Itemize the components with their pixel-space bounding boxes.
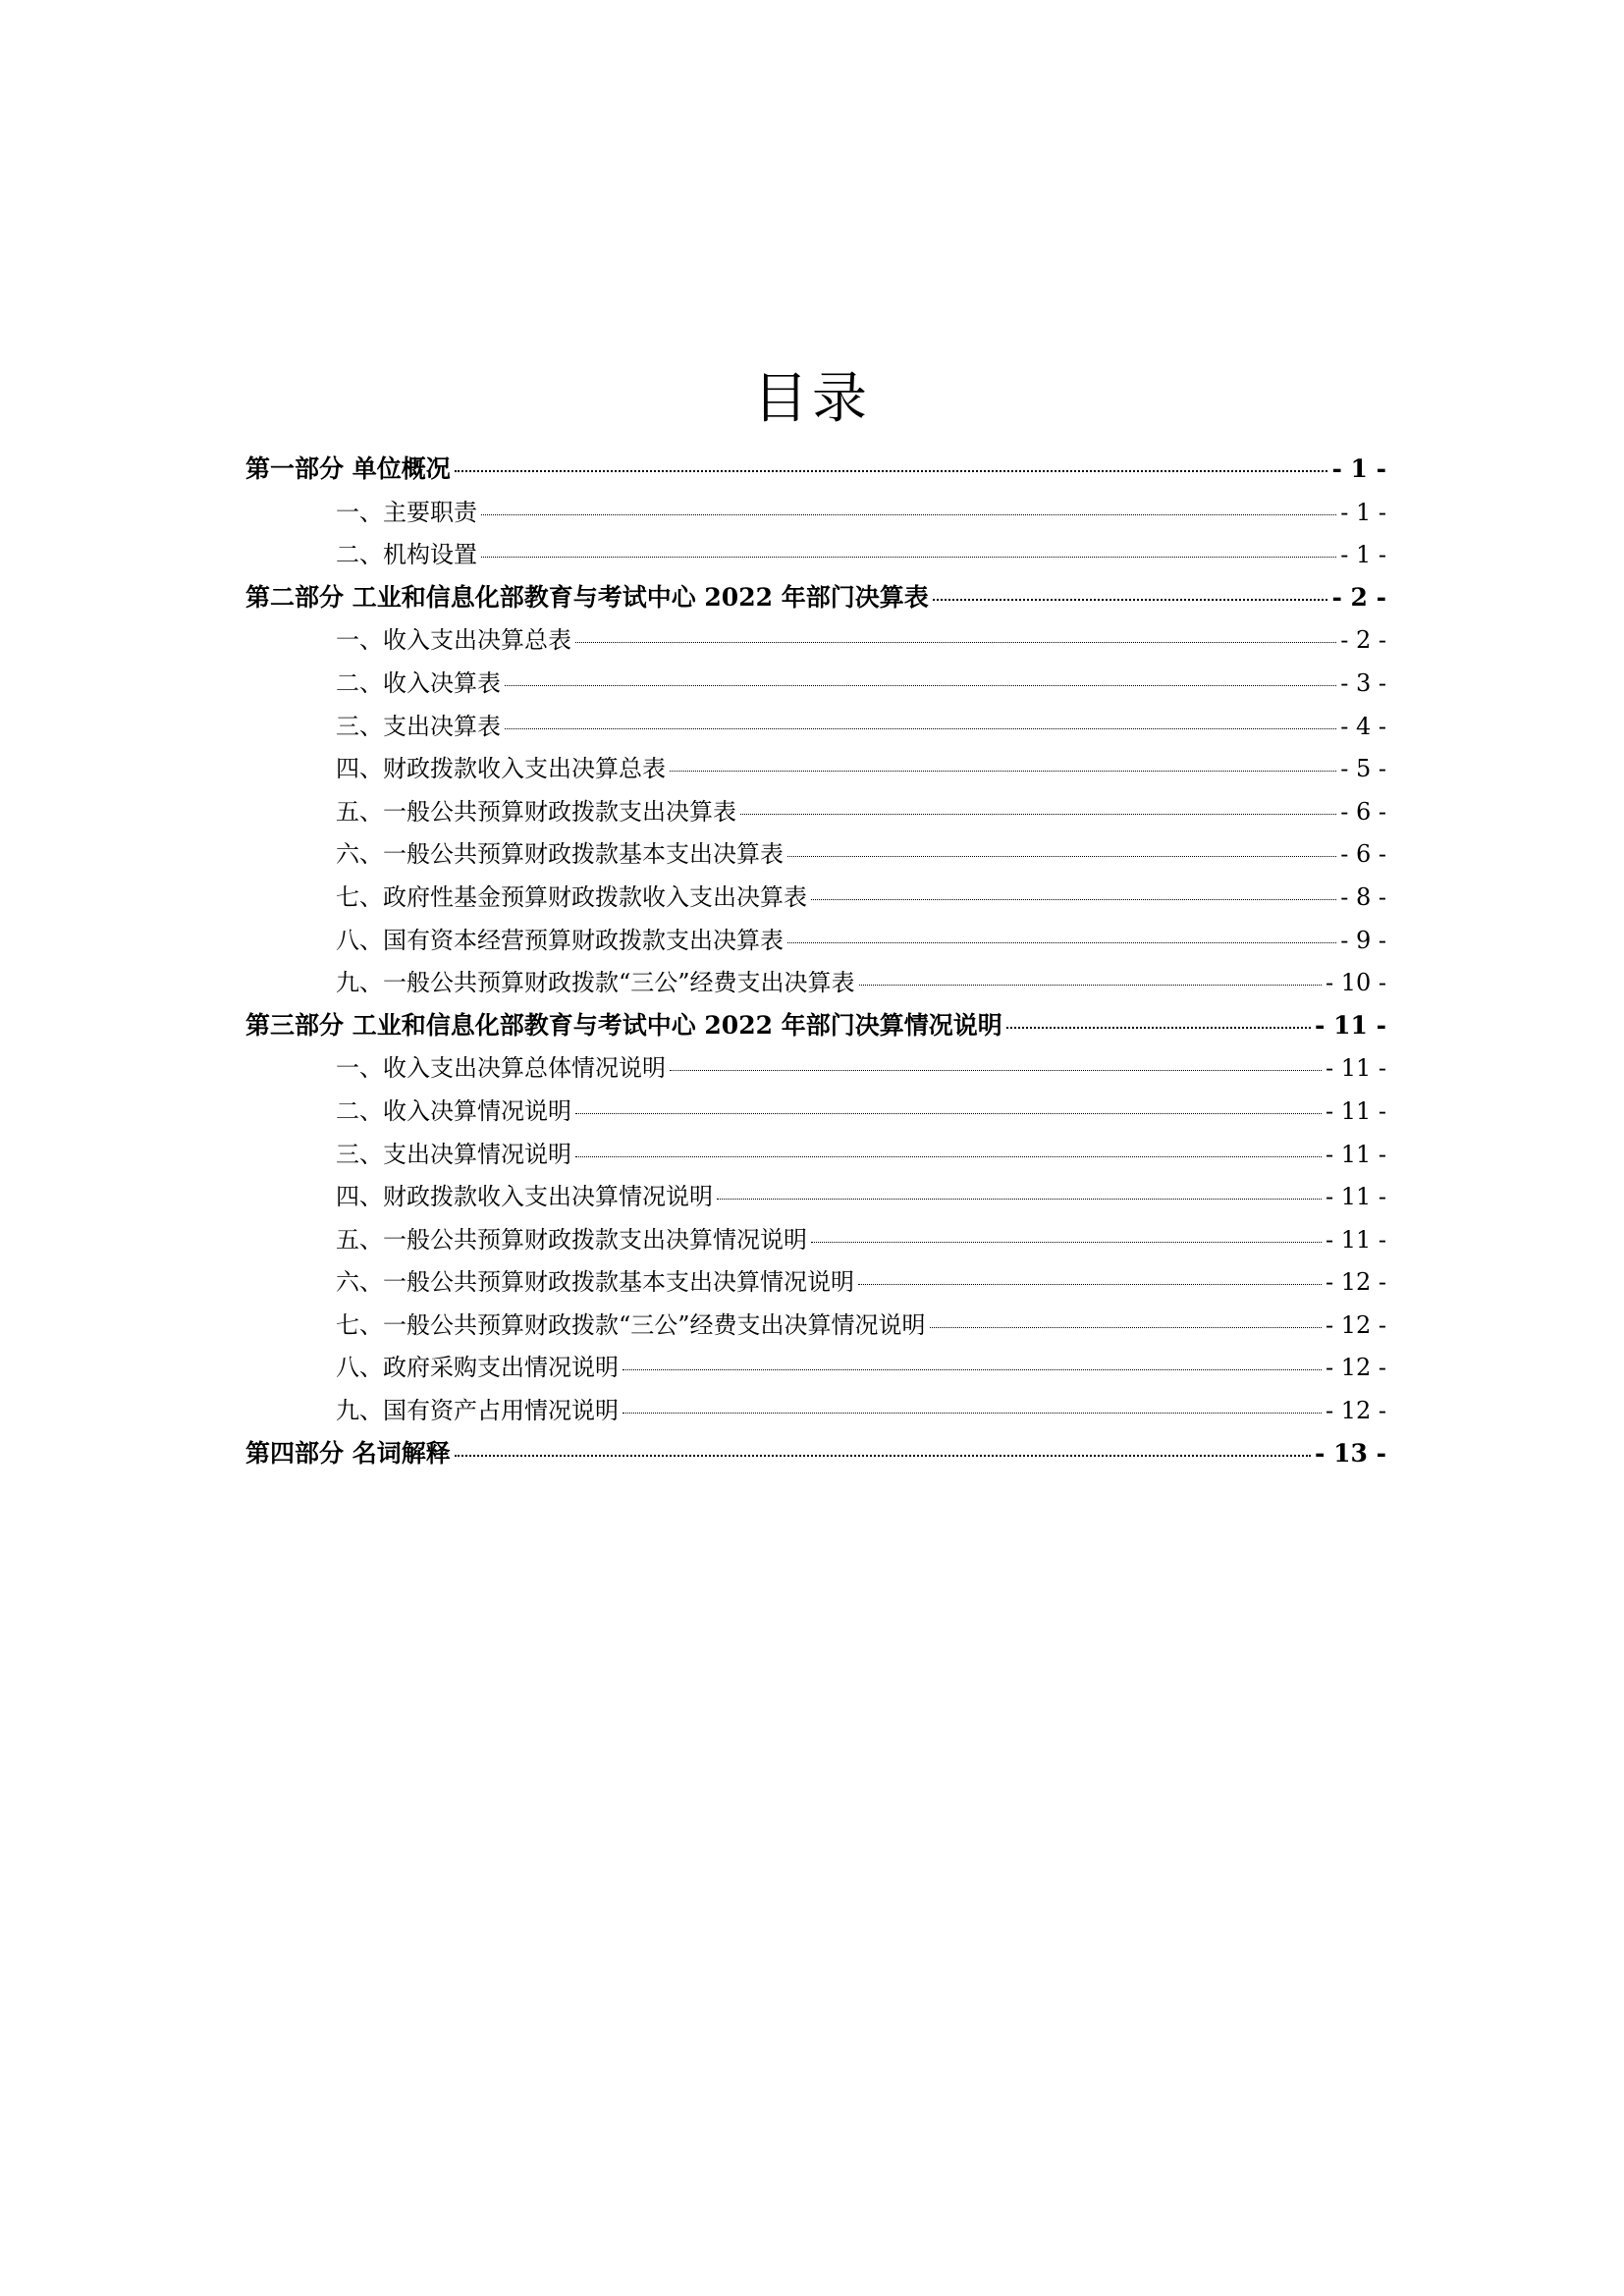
toc-dot-leader (933, 599, 1328, 601)
toc-page-number: - 12 - (1325, 1310, 1386, 1339)
toc-section-entry[interactable] (245, 963, 1386, 1006)
toc-part-entry[interactable] (245, 450, 1386, 493)
toc-section-entry[interactable] (245, 878, 1386, 921)
toc-entry-text: 一、收入支出决算总表 (336, 626, 571, 655)
toc-section-entry[interactable] (245, 921, 1386, 964)
toc-entry-text: 第二部分 工业和信息化部教育与考试中心 2022 年部门决算表 (245, 582, 929, 612)
toc-dot-leader (575, 642, 1336, 643)
toc-page-number: - 5 - (1340, 755, 1386, 783)
toc-page-number: - 12 - (1325, 1268, 1386, 1297)
toc-section-entry[interactable] (245, 707, 1386, 750)
toc-dot-leader (811, 1242, 1322, 1243)
toc-page-number: - 11 - (1325, 1054, 1386, 1083)
toc-dot-leader (575, 1156, 1322, 1157)
toc-section-entry[interactable] (245, 664, 1386, 707)
toc-dot-leader (505, 728, 1336, 729)
toc-page-number: - 6 - (1340, 797, 1386, 826)
toc-section-entry[interactable] (245, 1262, 1386, 1306)
toc-page-number: - 4 - (1340, 712, 1386, 740)
toc-section-entry[interactable] (245, 1391, 1386, 1434)
toc-page-number: - 11 - (1315, 1010, 1386, 1040)
toc-page-number: - 11 - (1325, 1225, 1386, 1254)
toc-dot-leader (930, 1327, 1322, 1328)
toc-entry-text: 七、政府性基金预算财政拨款收入支出决算表 (336, 882, 807, 911)
toc-section-entry[interactable] (245, 1177, 1386, 1220)
toc-section-entry[interactable] (245, 1135, 1386, 1178)
table-of-contents (245, 450, 1386, 1476)
toc-entry-text: 第一部分 单位概况 (245, 454, 451, 483)
toc-dot-leader (740, 814, 1336, 815)
toc-entry-text: 第三部分 工业和信息化部教育与考试中心 2022 年部门决算情况说明 (245, 1010, 1002, 1040)
toc-page-number: - 11 - (1325, 1096, 1386, 1125)
toc-dot-leader (623, 1413, 1322, 1414)
toc-entry-text: 三、支出决算表 (336, 712, 501, 740)
toc-dot-leader (455, 1455, 1311, 1457)
toc-entry-text: 八、政府采购支出情况说明 (336, 1354, 619, 1382)
toc-section-entry[interactable] (245, 1306, 1386, 1349)
toc-entry-text: 五、一般公共预算财政拨款支出决算情况说明 (336, 1225, 807, 1254)
toc-entry-text: 一、主要职责 (336, 498, 477, 526)
toc-section-entry[interactable] (245, 792, 1386, 835)
toc-entry-text: 八、国有资本经营预算财政拨款支出决算表 (336, 926, 784, 954)
toc-dot-leader (670, 1070, 1322, 1071)
toc-dot-leader (717, 1199, 1322, 1200)
page-title: 目录 (753, 367, 871, 431)
toc-entry-text: 二、收入决算情况说明 (336, 1096, 571, 1125)
toc-section-entry[interactable] (245, 749, 1386, 792)
toc-page-number: - 3 - (1340, 668, 1386, 697)
toc-dot-leader (455, 470, 1328, 472)
toc-page-number: - 10 - (1325, 969, 1386, 997)
toc-dot-leader (505, 685, 1336, 686)
toc-part-entry[interactable] (245, 578, 1386, 621)
toc-dot-leader (858, 1284, 1322, 1285)
toc-dot-leader (481, 514, 1336, 515)
toc-section-entry[interactable] (245, 1048, 1386, 1092)
toc-entry-text: 四、财政拨款收入支出决算情况说明 (336, 1183, 713, 1211)
toc-page-number: - 6 - (1340, 840, 1386, 869)
toc-entry-text: 五、一般公共预算财政拨款支出决算表 (336, 797, 736, 826)
toc-section-entry[interactable] (245, 1348, 1386, 1391)
toc-page-number: - 11 - (1325, 1140, 1386, 1168)
toc-section-entry[interactable] (245, 620, 1386, 664)
toc-entry-text: 二、机构设置 (336, 541, 477, 569)
toc-section-entry[interactable] (245, 535, 1386, 578)
toc-dot-leader (670, 771, 1336, 772)
toc-page-number: - 1 - (1331, 454, 1386, 483)
toc-dot-leader (787, 856, 1336, 857)
toc-entry-text: 第四部分 名词解释 (245, 1438, 451, 1468)
toc-page-number: - 9 - (1340, 926, 1386, 954)
toc-page-number: - 13 - (1315, 1438, 1386, 1468)
toc-section-entry[interactable] (245, 834, 1386, 878)
toc-page-number: - 12 - (1325, 1397, 1386, 1425)
toc-dot-leader (623, 1369, 1322, 1370)
toc-dot-leader (1006, 1027, 1311, 1029)
toc-page-number: - 2 - (1340, 626, 1386, 655)
toc-entry-text: 九、一般公共预算财政拨款“三公”经费支出决算表 (336, 969, 855, 997)
toc-dot-leader (811, 899, 1336, 900)
toc-entry-text: 二、收入决算表 (336, 668, 501, 697)
toc-section-entry[interactable] (245, 493, 1386, 536)
toc-dot-leader (787, 942, 1336, 943)
toc-entry-text: 三、支出决算情况说明 (336, 1140, 571, 1168)
toc-section-entry[interactable] (245, 1092, 1386, 1135)
toc-page-number: - 1 - (1340, 498, 1386, 526)
toc-part-entry[interactable] (245, 1006, 1386, 1049)
toc-entry-text: 六、一般公共预算财政拨款基本支出决算表 (336, 840, 784, 869)
toc-entry-text: 四、财政拨款收入支出决算总表 (336, 755, 666, 783)
toc-page-number: - 8 - (1340, 882, 1386, 911)
toc-entry-text: 九、国有资产占用情况说明 (336, 1397, 619, 1425)
toc-page-number: - 2 - (1331, 582, 1386, 612)
toc-entry-text: 一、收入支出决算总体情况说明 (336, 1054, 666, 1083)
toc-part-entry[interactable] (245, 1434, 1386, 1477)
toc-page-number: - 1 - (1340, 541, 1386, 569)
toc-page-number: - 11 - (1325, 1183, 1386, 1211)
toc-entry-text: 七、一般公共预算财政拨款“三公”经费支出决算情况说明 (336, 1310, 926, 1339)
toc-dot-leader (859, 985, 1322, 986)
toc-entry-text: 六、一般公共预算财政拨款基本支出决算情况说明 (336, 1268, 854, 1297)
toc-section-entry[interactable] (245, 1220, 1386, 1263)
toc-dot-leader (575, 1113, 1322, 1114)
toc-dot-leader (481, 557, 1336, 558)
toc-page-number: - 12 - (1325, 1354, 1386, 1382)
